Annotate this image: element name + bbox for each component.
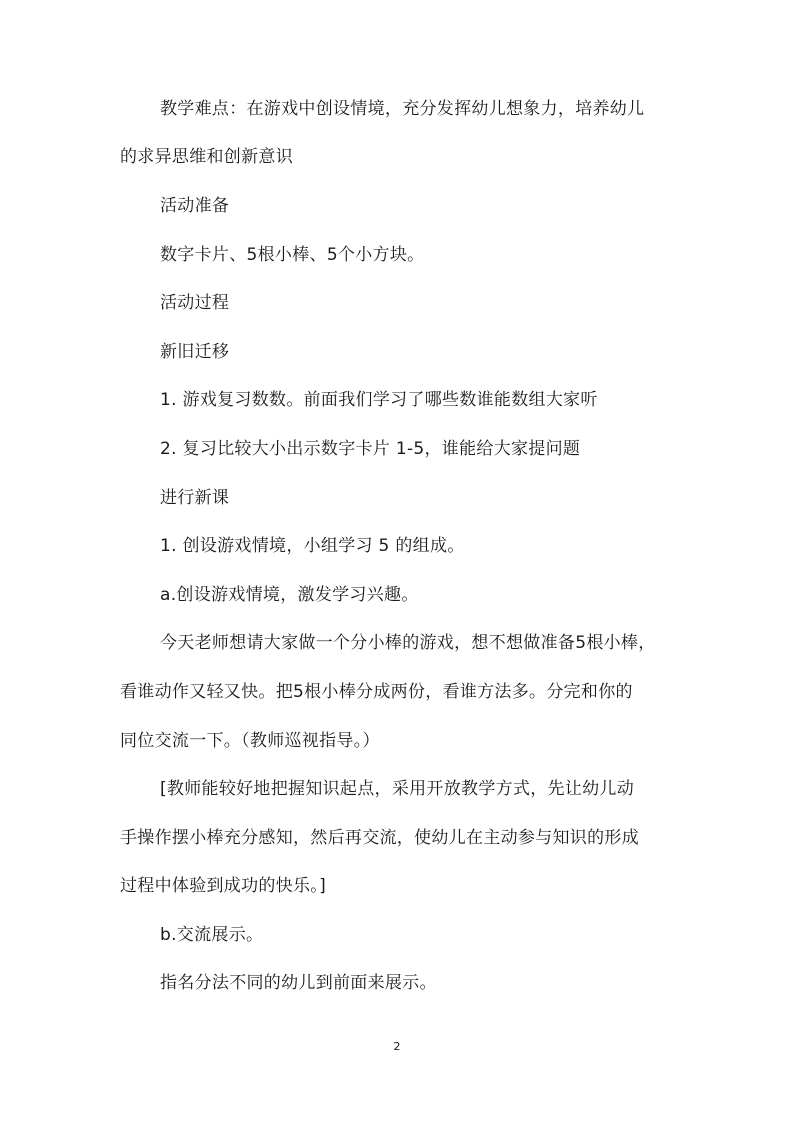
text-line-comment-a: [教师能较好地把握知识起点，采用开放教学方式，先让幼儿动 [160, 779, 635, 799]
text-line-paragraph-1a: 今天老师想请大家做一个分小棒的游戏，想不想做准备5根小棒， [160, 633, 656, 653]
text-line-comment-c: 过程中体验到成功的快乐。] [120, 876, 327, 896]
text-line-paragraph-1c: 同位交流一下。（教师巡视指导。） [120, 731, 380, 751]
sub-item-a: a.创设游戏情境，激发学习兴趣。 [160, 585, 419, 605]
text-line-comment-b: 手操作摆小棒充分感知，然后再交流，使幼儿在主动参与知识的形成 [120, 828, 639, 848]
heading-activity-process: 活动过程 [160, 293, 230, 313]
heading-activity-preparation: 活动准备 [160, 196, 230, 216]
heading-review-transfer: 新旧迁移 [160, 342, 230, 362]
text-line-demonstration: 指名分法不同的幼儿到前面来展示。 [160, 973, 437, 993]
text-line-difficulty-cont: 的求异思维和创新意识 [120, 147, 293, 167]
list-item-1-review-counting: 1. 游戏复习数数。前面我们学习了哪些数谁能数组大家听 [160, 390, 598, 410]
list-item-2-compare-size: 2. 复习比较大小出示数字卡片 1-5，谁能给大家提问题 [160, 439, 581, 459]
text-line-materials: 数字卡片、5根小棒、5个小方块。 [160, 245, 425, 265]
text-line-paragraph-1b: 看谁动作又轻又快。把5根小棒分成两份，看谁方法多。分完和你的 [120, 682, 633, 702]
heading-new-lesson: 进行新课 [160, 488, 230, 508]
page-number: 2 [393, 1040, 401, 1053]
sub-item-b: b.交流展示。 [160, 925, 264, 945]
list-item-1-game-situation: 1. 创设游戏情境，小组学习 5 的组成。 [160, 536, 465, 556]
text-line-difficulty: 教学难点：在游戏中创设情境，充分发挥幼儿想象力，培养幼儿 [160, 99, 645, 119]
